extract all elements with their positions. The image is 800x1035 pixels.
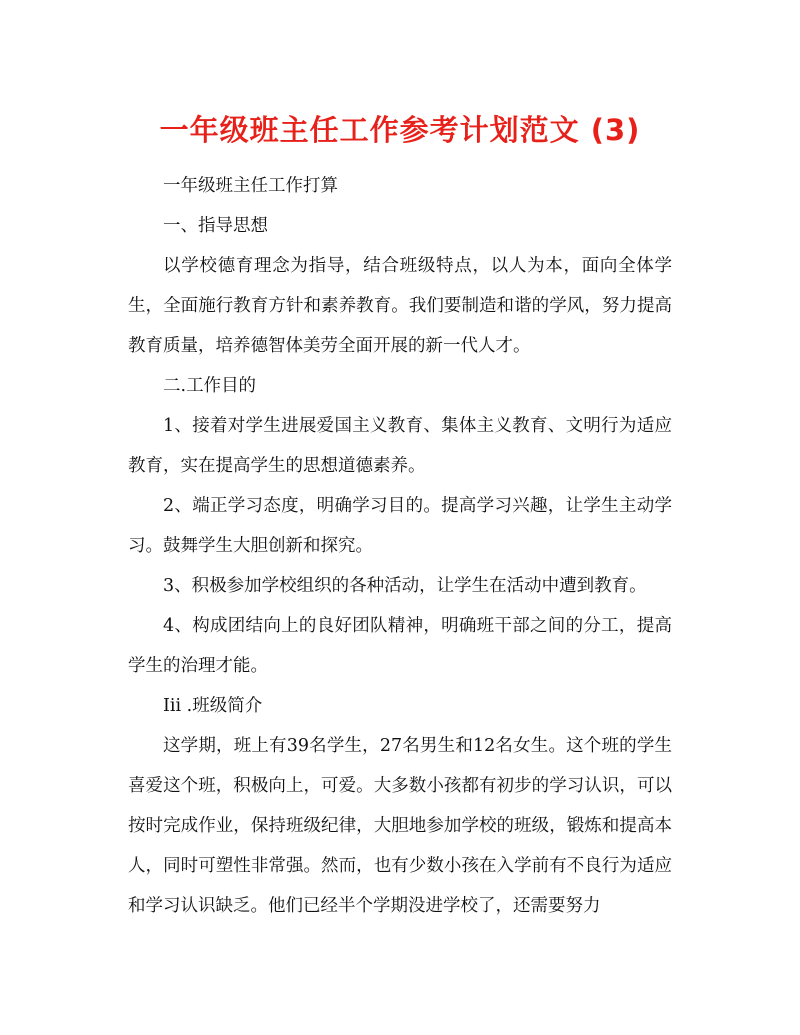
paragraph-class-intro: 这学期，班上有39名学生，27名男生和12名女生。这个班的学生喜爱这个班，积极向上，可爱。大多数小孩都有初步的学习认识，可以按时完成作业，保持班级纪律，大胆地参加学校的班级，锻炼和提高本人，同时可塑性非常强。然而，也有少数小孩在入学前有不良行为适应和学习认识缺乏。他们已经半个学期没进学校了，还需要努力 <box>128 736 672 916</box>
section-heading-guiding-ideology: 一、指导思想 <box>163 216 268 236</box>
paragraph-goal-4: 4、构成团结向上的良好团队精神，明确班干部之间的分工，提高学生的治理才能。 <box>128 616 672 676</box>
paragraph-goal-2: 2、端正学习态度，明确学习目的。提高学习兴趣，让学生主动学习。鼓舞学生大胆创新和探究。 <box>128 496 672 556</box>
paragraph-plan-heading: 一年级班主任工作打算 <box>163 176 338 196</box>
paragraph-goal-3: 3、积极参加学校组织的各种活动，让学生在活动中遭到教育。 <box>163 576 647 596</box>
document-body <box>128 166 672 926</box>
section-heading-class-intro: Iii .班级简介 <box>163 696 263 716</box>
section-heading-work-goals: 二.工作目的 <box>163 376 257 396</box>
document-title: 一年级班主任工作参考计划范文 (3) <box>159 113 641 147</box>
paragraph-goal-1: 1、接着对学生进展爱国主义教育、集体主义教育、文明行为适应教育，实在提高学生的思想道德素养。 <box>128 416 672 476</box>
paragraph-guiding-ideology: 以学校德育理念为指导，结合班级特点，以人为本，面向全体学生，全面施行教育方针和素养教育。我们要制造和谐的学风，努力提高教育质量，培养德智体美劳全面开展的新一代人才。 <box>128 256 672 356</box>
